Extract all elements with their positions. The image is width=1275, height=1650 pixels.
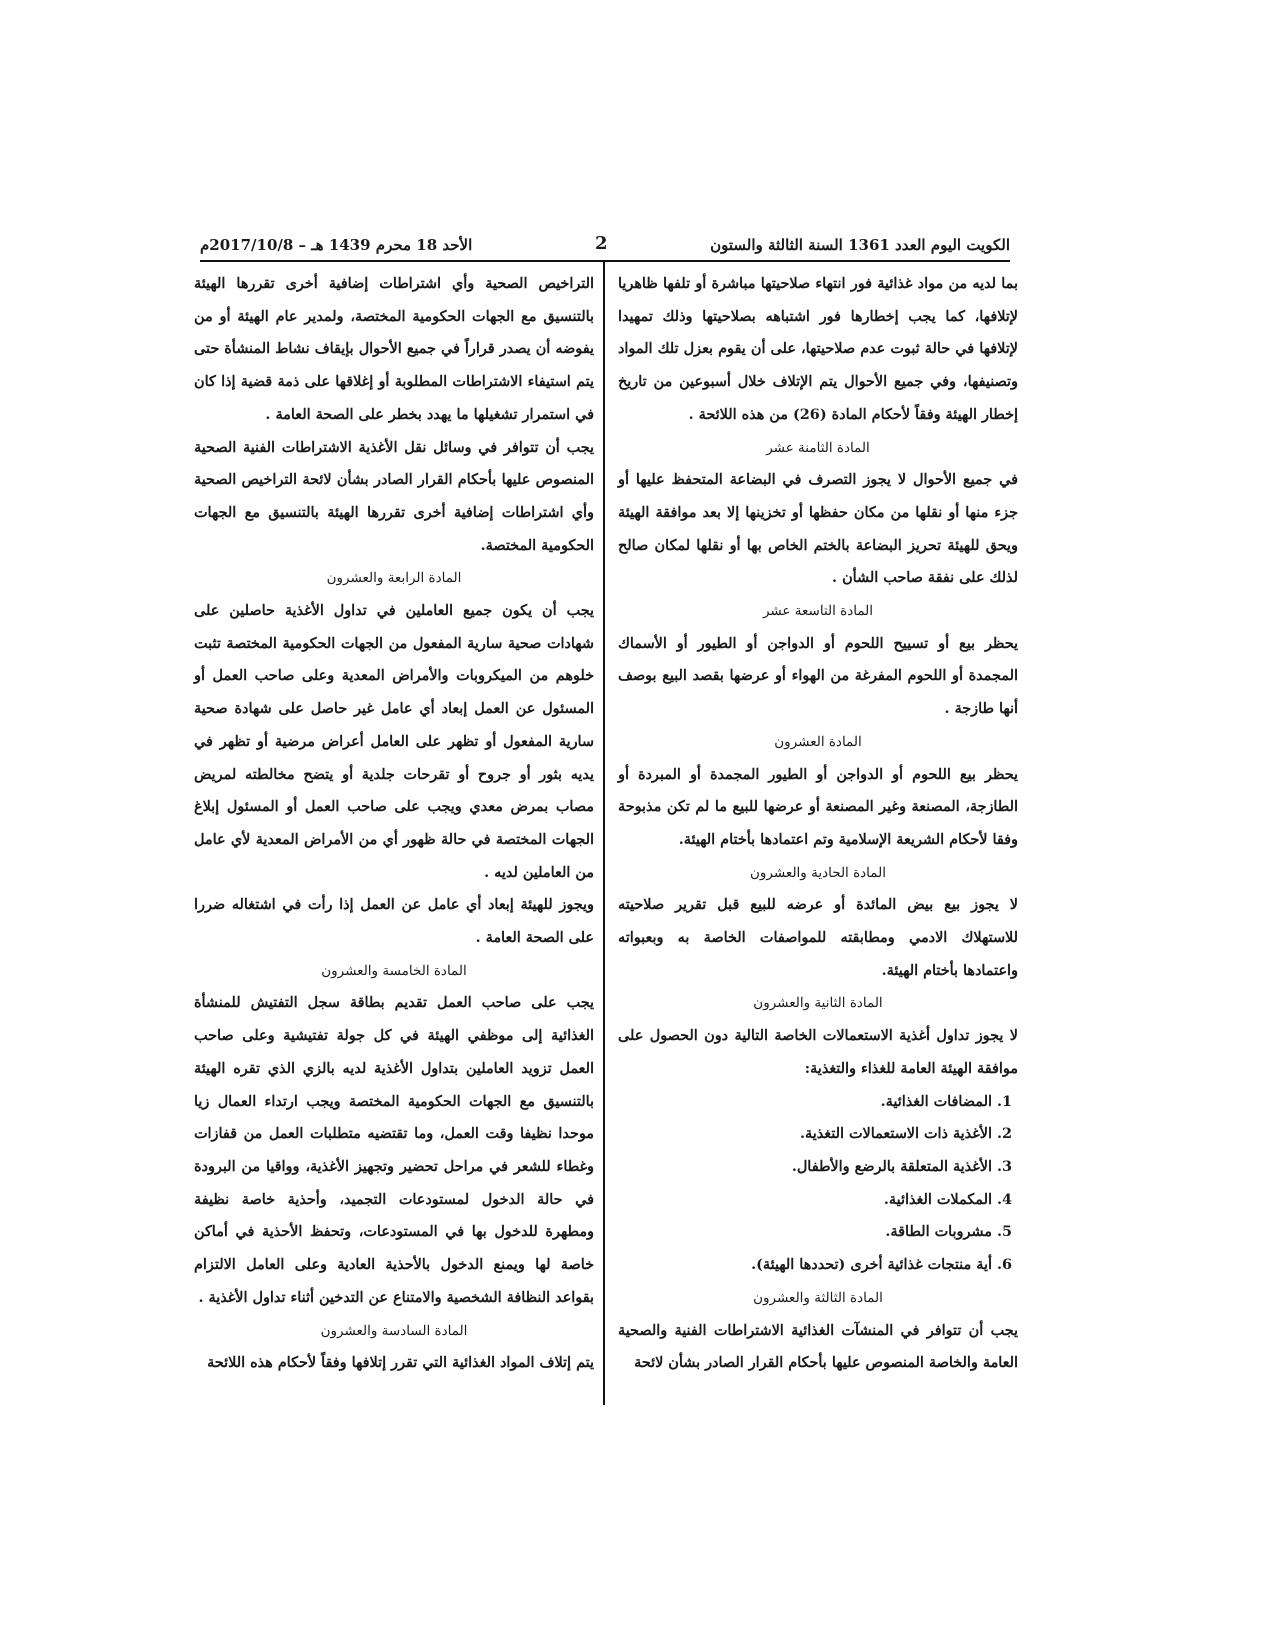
list-item: 3. الأغذية المتعلقة بالرضع والأطفال. (791, 1157, 1012, 1175)
article-18-text: في جميع الأحوال لا يجوز التصرف في البضاعة المتحفظ عليها أو جزء منها أو نقلها من مكان حفظها أو تخزينها إلا بعد موافقة الهيئة ويحق للهيئة تحريز البضاعة بالختم الخاص بها أو نقلها لمكان صالح لذلك على نفقة صاحب الشأن . (618, 471, 1018, 587)
page-header (200, 233, 1010, 262)
article-20-heading: المادة العشرون (774, 733, 862, 750)
transport-paragraph: يجب أن تتوافر في وسائل نقل الأغذية الاشتراطات الفنية الصحية المنصوص عليها بأحكام القرار الصادر بشأن لائحة التراخيص الصحية وأي اشتراطات إضافية أخرى تقررها الهيئة بالتنسيق مع الجهات الحكومية المختصة. (194, 438, 594, 554)
article-18-heading: المادة الثامنة عشر (766, 439, 870, 456)
article-19-heading: المادة التاسعة عشر (762, 603, 874, 620)
article-24-heading: المادة الرابعة والعشرون (326, 570, 462, 587)
article-26-heading: المادة السادسة والعشرون (320, 1322, 468, 1339)
article-26-text: يتم إتلاف المواد الغذائية التي تقرر إتلافها وفقاً لأحكام هذه اللائحة (207, 1354, 594, 1372)
article-23-text: يجب أن تتوافر في المنشآت الغذائية الاشتراطات الفنية والصحية العامة والخاصة المنصوص عليها بأحكام القرار الصادر بشأن لائحة (618, 1321, 1018, 1372)
left-column (194, 268, 594, 1380)
list-item: 4. المكملات الغذائية. (883, 1190, 1012, 1208)
header-publication: الكويت اليوم العدد 1361 السنة الثالثة والستون (710, 236, 1010, 254)
article-19-text: يحظر بيع أو تسييح اللحوم أو الدواجن أو الطيور أو الأسماك المجمدة أو اللحوم المفرغة من الهواء أو عرضها بقصد البيع بوصف أنها طازجة . (618, 634, 1018, 718)
article-21-text: لا يجوز بيع بيض المائدة أو عرضه للبيع قبل تقرير صلاحيته للاستهلاك الادمي ومطابقته للمواصفات الخاصة به وبعبواته واعتمادها بأختام الهيئة. (618, 896, 1018, 979)
article-25-text: يجب على صاحب العمل تقديم بطاقة سجل التفتيش للمنشأة الغذائية إلى موظفي الهيئة في كل جولة تفتيشية وعلى صاحب العمل تزويد العاملين بتداول الأغذية لديه بالزي الذي تقره الهيئة بالتنسيق مع الجهات الحكومية المختصة ويجب ارتداء العمال زيا موحدا نظيفا وقت العمل، وما تقتضيه متطلبات العمل من قفازات وغطاء للشعر في مراحل تحضير وتجهيز الأغذية، وواقيا من البرودة في حالة الدخول لمستودعات التجميد، وأحذية خاصة نظيفة ومطهرة للدخول بها في المستودعات، وتحفظ الأحذية في أماكن خاصة لها ويمنع الدخول بالأحذية العادية وعلى العامل الالتزام بقواعد النظافة الشخصية والامتناع عن التدخين أثناء تداول الأغذية . (194, 994, 594, 1306)
list-item: 1. المضافات الغذائية. (880, 1092, 1012, 1110)
article-24-text-2: ويجوز للهيئة إبعاد أي عامل عن العمل إذا رأت في اشتغاله ضررا على الصحة العامة . (194, 896, 594, 947)
article-23-heading: المادة الثالثة والعشرون (753, 1289, 883, 1306)
article-22-text: لا يجوز تداول أغذية الاستعمالات الخاصة التالية دون الحصول على موافقة الهيئة العامة للغذاء والتغذية: (618, 1027, 1018, 1077)
page-number: 2 (595, 233, 608, 254)
article-21-heading: المادة الحادية والعشرون (750, 864, 886, 881)
paragraph-continuation: بما لديه من مواد غذائية فور انتهاء صلاحيتها مباشرة أو تلفها ظاهريا لإتلافها، كما يجب إخطارها فور اشتباهه بصلاحيتها وذلك تمهيدا لإتلافها في حالة ثبوت عدم صلاحيتها، على أن يقوم بعزل تلك المواد وتصنيفها، وفي جميع الأحوال يتم الإتلاف خلال أسبوعين من تاريخ إخطار الهيئة وفقاً لأحكام المادة (26) من هذه اللائحة . (618, 275, 1018, 423)
right-column (618, 268, 1018, 1380)
paragraph-continuation: التراخيص الصحية وأي اشتراطات إضافية أخرى تقررها الهيئة بالتنسيق مع الجهات الحكومية المختصة، ولمدير عام الهيئة أو من يفوضه أن يصدر قراراً في جميع الأحوال بإيقاف نشاط المنشأة حتى يتم استيفاء الاشتراطات المطلوبة أو إغلاقها على ذمة قضية إذا كان في استمرار تشغيلها ما يهدد بخطر على الصحة العامة . (194, 275, 594, 423)
article-25-heading: المادة الخامسة والعشرون (321, 962, 467, 979)
list-item: 5. مشروبات الطاقة. (885, 1223, 1012, 1241)
article-22-heading: المادة الثانية والعشرون (753, 995, 883, 1012)
article-20-text: يحظر بيع اللحوم أو الدواجن أو الطيور المجمدة أو المبردة أو الطازجة، المصنعة وغير المصنعة أو عرضها للبيع ما لم تكن مذبوحة وفقا لأحكام الشريعة الإسلامية وتم اعتمادها بأختام الهيئة. (618, 765, 1018, 848)
article-24-text: يجب أن يكون جميع العاملين في تداول الأغذية حاصلين على شهادات صحية سارية المفعول من الجهات الحكومية المختصة تثبت خلوهم من الميكروبات والأمراض المعدية وعلى صاحب العمل أو المسئول عن العمل إبعاد أي عامل غير حاصل على شهادة صحية سارية المفعول أو تظهر على العامل أعراض مرضية أو تظهر في يديه بثور أو جروح أو تقرحات جلدية أو يتضح مخالطته لمريض مصاب بمرض معدي ويجب على صاحب العمل أو المسئول إبلاغ الجهات المختصة في حالة ظهور أي من الأمراض المعدية لأي عامل من العاملين لديه . (194, 602, 594, 881)
list-item: 2. الأغذية ذات الاستعمالات التغذية. (800, 1125, 1012, 1143)
column-divider (603, 262, 605, 1405)
header-date: الأحد 18 محرم 1439 هـ – 2017/10/8م (200, 236, 473, 254)
list-item: 6. أية منتجات غذائية أخرى (تحددها الهيئة). (751, 1256, 1012, 1274)
